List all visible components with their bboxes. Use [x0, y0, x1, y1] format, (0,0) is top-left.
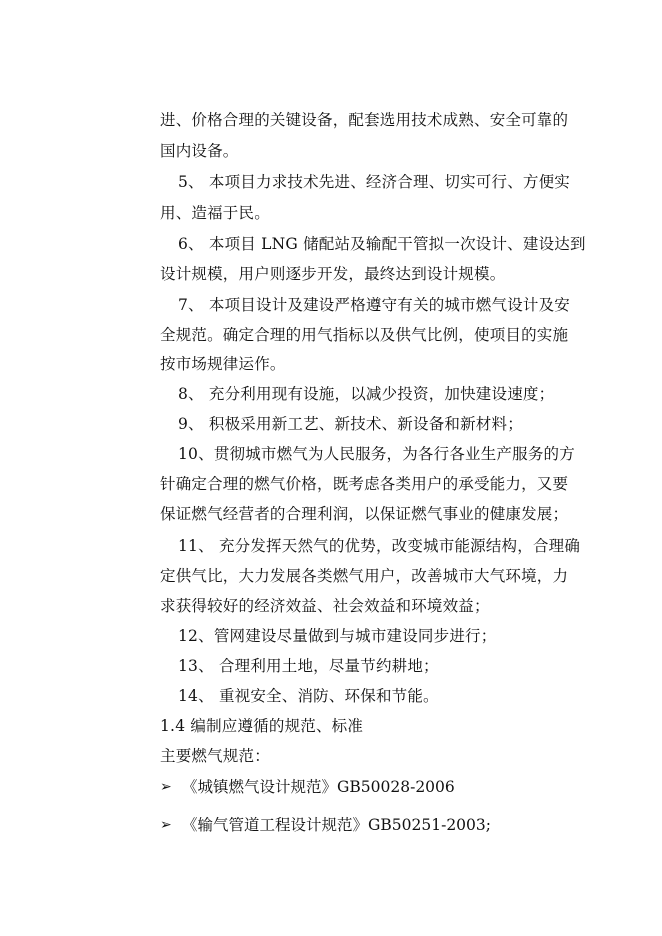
subheading: 主要燃气规范： — [160, 747, 270, 765]
text-line: 国内设备。 — [160, 142, 239, 160]
text-line: 定供气比，大力发展各类燃气用户，改善城市大气环境，力 — [160, 567, 569, 585]
list-item-6: 6、 本项目 LNG 储配站及输配干管拟一次设计、建设达到 — [178, 235, 586, 253]
list-item-5: 5、 本项目力求技术先进、经济合理、切实可行、方便实 — [178, 173, 570, 191]
text-line: 设计规模，用户则逐步开发，最终达到设计规模。 — [160, 265, 506, 283]
text-line: 保证燃气经营者的合理利润，以保证燃气事业的健康发展； — [160, 505, 569, 523]
text-line: 全规范。确定合理的用气指标以及供气比例，使项目的实施 — [160, 326, 569, 344]
list-item-10: 10、贯彻城市燃气为人民服务，为各行各业生产服务的方 — [178, 445, 575, 463]
list-item-7: 7、 本项目设计及建设严格遵守有关的城市燃气设计及安 — [178, 296, 570, 314]
arrow-bullet-icon: ➢ — [160, 779, 172, 795]
list-item-9: 9、 积极采用新工艺、新技术、新设备和新材料； — [178, 415, 523, 433]
list-item-11: 11、 充分发挥天然气的优势，改变城市能源结构，合理确 — [178, 537, 581, 555]
bullet-text: 《输气管道工程设计规范》GB50251-2003; — [182, 816, 491, 834]
text-line: 用、造福于民。 — [160, 204, 270, 222]
text-line: 针确定合理的燃气价格，既考虑各类用户的承受能力，又要 — [160, 475, 569, 493]
list-item-13: 13、 合理利用土地，尽量节约耕地； — [178, 657, 439, 675]
bullet-item — [160, 777, 600, 797]
text-line: 求获得较好的经济效益、社会效益和环境效益； — [160, 597, 490, 615]
arrow-bullet-icon: ➢ — [160, 817, 172, 833]
list-item-12: 12、管网建设尽量做到与城市建设同步进行； — [178, 627, 497, 645]
bullet-text: 《城镇燃气设计规范》GB50028-2006 — [182, 778, 455, 796]
section-heading: 1.4 编制应遵循的规范、标准 — [160, 717, 364, 735]
text-line: 按市场规律运作。 — [160, 355, 286, 373]
bullet-item — [160, 815, 600, 835]
list-item-8: 8、 充分利用现有设施，以减少投资，加快建设速度； — [178, 385, 555, 403]
text-line: 进、价格合理的关键设备，配套选用技术成熟、安全可靠的 — [160, 111, 569, 129]
list-item-14: 14、 重视安全、消防、环保和节能。 — [178, 687, 439, 705]
